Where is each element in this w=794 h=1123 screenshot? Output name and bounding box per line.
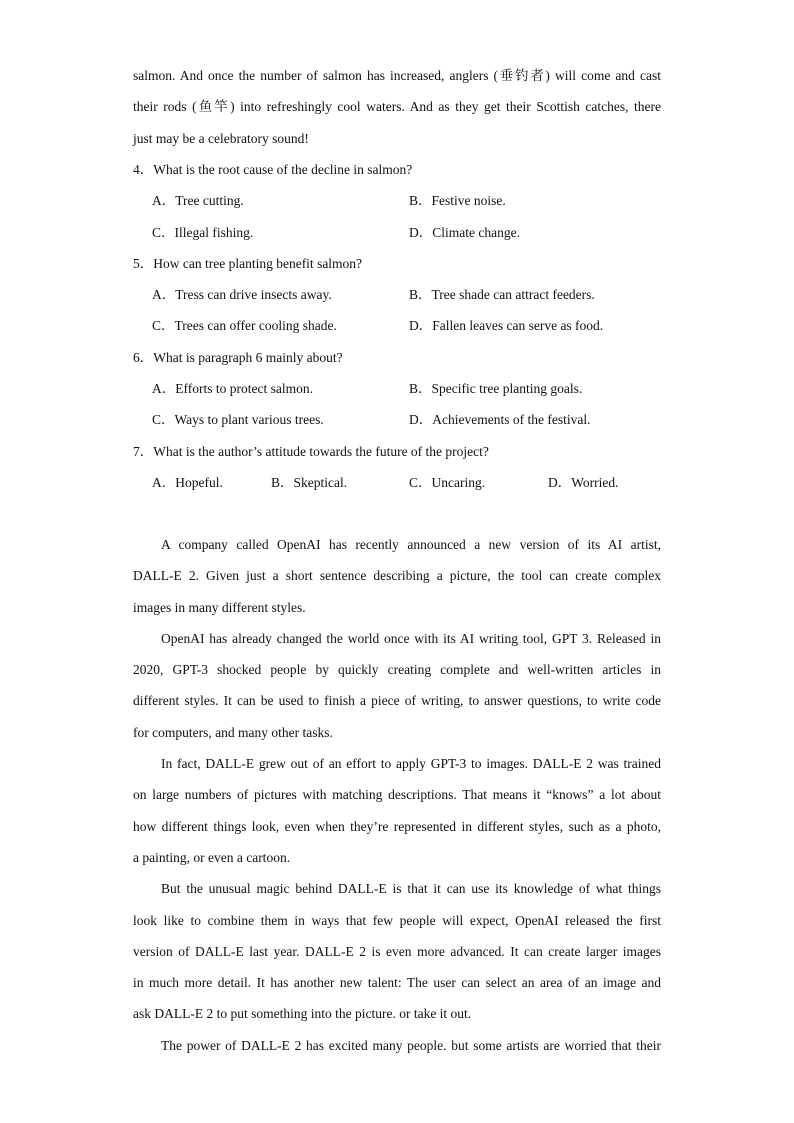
text-line: look like to combine them in ways that few people will expect, OpenAI released the first (133, 912, 661, 928)
option-row (133, 404, 661, 435)
text-line: version of DALL-E last year. DALL-E 2 is even more advanced. It can create larger images (133, 943, 661, 959)
question-block (133, 154, 661, 498)
option-c[interactable]: C．Trees can offer cooling shade. (152, 318, 337, 334)
text-line: DALL-E 2. Given just a short sentence describing a picture, the tool can create complex (133, 568, 661, 584)
option-d[interactable]: D．Achievements of the festival. (409, 412, 591, 428)
option-b[interactable]: B．Tree shade can attract feeders. (409, 287, 595, 303)
top-paragraph (133, 60, 661, 154)
text-line: on large numbers of pictures with matching descriptions. That means it “knows” a lot about (133, 787, 661, 803)
option-b[interactable]: B．Festive noise. (409, 193, 506, 209)
option-c[interactable]: C．Uncaring. (409, 474, 486, 490)
paragraph (133, 873, 661, 1029)
question-stem: 5．How can tree planting benefit salmon? (133, 255, 363, 271)
text-line: different styles. It can be used to finish a piece of writing, to answer questions, to write code (133, 693, 661, 709)
text-line: 2020, GPT-3 shocked people by quickly creating complete and well-written articles in (133, 662, 661, 678)
text-line: for computers, and many other tasks. (133, 724, 333, 740)
text-line: salmon. And once the number of salmon has increased, anglers (垂钓者) will come and cast (133, 68, 661, 83)
option-row (133, 373, 661, 404)
text-line: A company called OpenAI has recently announced a new version of its AI artist, (161, 537, 661, 552)
option-row (133, 310, 661, 341)
option-a[interactable]: A．Efforts to protect salmon. (152, 381, 313, 397)
paragraph (133, 1030, 661, 1061)
option-b[interactable]: B．Skeptical. (271, 474, 348, 490)
text-line: how different things look, even when they’re represented in different styles, such as a photo, (133, 818, 661, 834)
text-line: just may be a celebratory sound! (133, 130, 309, 146)
text-line: OpenAI has already changed the world once with its AI writing tool, GPT 3. Released in (161, 630, 661, 646)
question-stem: 7．What is the author’s attitude towards the future of the project? (133, 443, 489, 459)
text-line: But the unusual magic behind DALL-E is that it can use its knowledge of what things (161, 881, 661, 897)
option-c[interactable]: C．Ways to plant various trees. (152, 412, 324, 428)
option-row (133, 185, 661, 216)
question-stem: 4．What is the root cause of the decline in salmon? (133, 162, 413, 177)
option-a[interactable]: A．Tress can drive insects away. (152, 287, 332, 303)
option-c[interactable]: C．Illegal fishing. (152, 224, 254, 240)
option-a[interactable]: A．Tree cutting. (152, 193, 244, 209)
option-row (133, 279, 661, 310)
text-line: In fact, DALL-E grew out of an effort to apply GPT-3 to images. DALL-E 2 was trained (161, 756, 661, 772)
option-row (133, 467, 661, 498)
paragraph (133, 529, 661, 623)
paragraph (133, 748, 661, 873)
paragraph (133, 623, 661, 748)
question-stem: 6．What is paragraph 6 mainly about? (133, 349, 343, 365)
text-line: ask DALL-E 2 to put something into the picture. or take it out. (133, 1006, 472, 1022)
text-line: a painting, or even a cartoon. (133, 849, 291, 865)
option-a[interactable]: A．Hopeful. (152, 474, 223, 490)
option-b[interactable]: B．Specific tree planting goals. (409, 381, 583, 397)
option-d[interactable]: D．Fallen leaves can serve as food. (409, 318, 604, 334)
text-line: in much more detail. It has another new talent: The user can select an area of an image and (133, 975, 661, 991)
option-row (133, 217, 661, 248)
reading-passage (133, 529, 661, 1061)
text-line: their rods (鱼竿) into refreshingly cool waters. And as they get their Scottish catches, there (133, 99, 661, 115)
option-d[interactable]: D．Worried. (548, 474, 619, 490)
option-d[interactable]: D．Climate change. (409, 224, 520, 240)
text-line: The power of DALL-E 2 has excited many people. but some artists are worried that their (161, 1037, 661, 1053)
text-line: images in many different styles. (133, 599, 306, 615)
